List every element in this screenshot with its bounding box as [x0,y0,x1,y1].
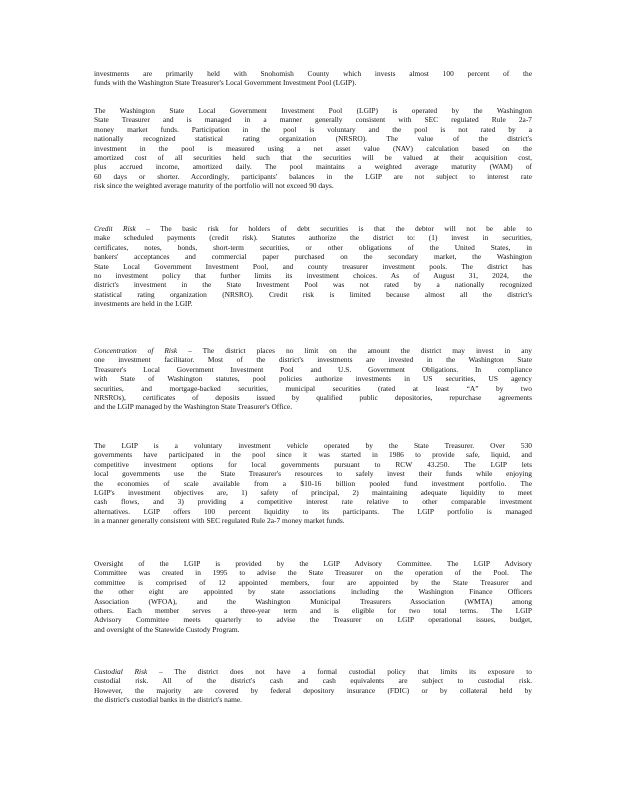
text-line: investments are primarily held with Snohomish County which invests almost 100 percent of the [94,69,532,78]
concentration-risk-heading: Concentration of Risk [94,346,178,355]
text-line: 60 days or shorter. Accordingly, participants' balances in the LGIP are not subject to interest rate [94,171,532,181]
paragraph-credit-risk [94,224,532,309]
text-line: Oversight of the LGIP is provided by the LGIP Advisory Committee. The LGIP Advisory [94,559,532,568]
text-line: alternatives. LGIP offers 100 percent liquidity to its participants. The LGIP portfolio is managed [94,506,532,516]
text-line: Association (WFOA), and the Washington Municipal Treasurers Association (WMTA) among [94,596,532,606]
text-line: However, the majority are covered by federal depository insurance (FDIC) or by collateral held by [94,685,532,695]
text-line: governments have participated in the pool since it was started in 1986 to provide safe, liquid, and [94,450,532,460]
text-line: The Washington State Local Government Investment Pool (LGIP) is operated by the Washington [94,106,532,115]
text-line: Advisory Committee meets quarterly to advise the Treasurer on LGIP operational issues, budget, [94,615,532,625]
text-fragment: – The district places no limit on the amount the district may invest in any [177,346,532,355]
text-line: statistical rating organization (NRSRO). Credit risk is limited because almost all the district's [94,289,532,299]
text-fragment: – The basic risk for holders of debt securities is that the debtor will not be able to [135,224,532,233]
text-line: money market funds. Participation in the pool is voluntary and the pool is not rated by a [94,124,532,134]
text-line: with State of Washington statutes, pool policies authorize investments in US securities, US agency [94,374,532,384]
text-line: committee is comprised of 12 appointed members, four are appointed by the State Treasurer and [94,577,532,587]
text-line: one investment facilitator. Most of the district's investments are invested in the Washington State [94,355,532,365]
text-line: Committee was created in 1995 to advise the State Treasurer on the operation of the Pool. The [94,568,532,578]
text-line: NRSROs), certificates of deposits issued by qualified public depositories, repurchase agreements [94,392,532,402]
text-line: make scheduled payments (credit risk). Statutes authorize the district to: (1) invest in securities, [94,233,532,243]
custodial-risk-heading: Custodial Risk [94,667,148,676]
text-line: local governments use the State Treasurer's resources to safely invest their funds while enjoying [94,469,532,479]
text-line: Treasurer's Local Government Investment Pool and U.S. Government Obligations. In compliance [94,364,532,374]
text-line: and the LGIP managed by the Washington State Treasurer's Office. [94,402,293,412]
text-line: nationally recognized statistical rating organization (NRSRO). The value of the district's [94,134,532,144]
paragraph-concentration-risk [94,346,532,412]
text-line: the economies of scale available from a $10-16 billion pooled fund investment portfolio. The [94,478,532,488]
text-line: cash flows, and 3) providing a competitive interest rate relative to other comparable investment [94,497,532,507]
text-line [94,667,532,676]
text-line: competitive investment options for local governments pursuant to RCW 43.250. The LGIP lets [94,459,532,469]
text-line [94,224,532,233]
text-line: custodial risk. All of the district's cash and cash equivalents are subject to custodial risk. [94,676,532,686]
text-fragment: – The district does not have a formal custodial policy that limits its exposure to [147,667,532,676]
text-line: the district's custodial banks in the district's name. [94,695,242,705]
text-line: and oversight of the Statewide Custody Program. [94,624,240,634]
text-line: funds with the Washington State Treasurer's Local Government Investment Pool (LGIP). [94,78,357,88]
text-line: plus accrued income, amortized daily. The pool maintains a weighted average maturity (WAM) of [94,162,532,172]
text-line: risk since the weighted average maturity of the portfolio will not exceed 90 days. [94,181,334,191]
paragraph-custodial-risk [94,667,532,705]
text-line: State Treasurer and is managed in a manner generally consistent with SEC regulated Rule 2a-7 [94,115,532,125]
paragraph-lgip-voluntary [94,441,532,526]
text-line: bankers' acceptances and commercial paper purchased on the secondary market, the Washington [94,252,532,262]
paragraph-lgip [94,106,532,191]
text-line: investment in the pool is measured using a net asset value (NAV) calculation based on the [94,143,532,153]
text-line: others. Each member serves a three-year term and is eligible for two total terms. The LGIP [94,605,532,615]
text-line: securities, and mortgage-backed securities, municipal securities (rated at least “A” by two [94,383,532,393]
text-line: no investment policy that further limits its investment choices. As of August 31, 2024, the [94,270,532,280]
text-line: the other eight are appointed by state associations including the Washington Finance Officers [94,587,532,597]
text-line: district's investment in the State Investment Pool was not rated by a nationally recognized [94,280,532,290]
paragraph-oversight [94,559,532,634]
text-line [94,346,532,355]
paragraph-intro [94,69,532,88]
text-line: State Local Government Investment Pool, and county treasurer investment pools. The district has [94,261,532,271]
text-line: in a manner generally consistent with SEC regulated Rule 2a-7 money market funds. [94,516,345,526]
text-line: amortized cost of all securities held such that the securities will be valued at their acquisition cost, [94,152,532,162]
text-line: certificates, notes, bonds, short-term securities, or other obligations of the United States, in [94,242,532,252]
text-line: The LGIP is a voluntary investment vehicle operated by the State Treasurer. Over 530 [94,441,532,450]
text-line: investments are held in the LGIP. [94,299,193,309]
text-line: LGIP's investment objectives are, 1) safety of principal, 2) maintaining adequate liquidity to meet [94,487,532,497]
credit-risk-heading: Credit Risk [94,224,136,233]
